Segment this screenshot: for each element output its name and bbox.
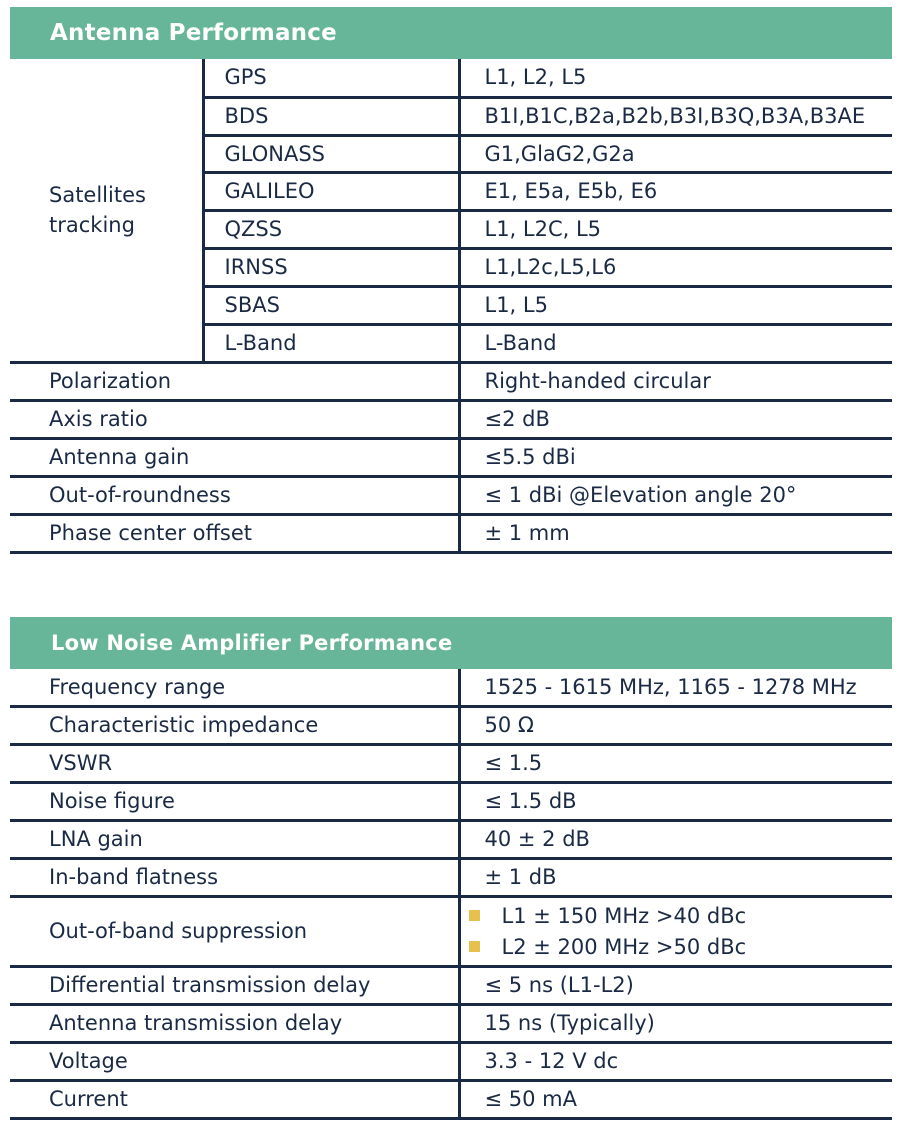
system-value: L-Band: [459, 324, 892, 362]
bullet-square-icon: [469, 910, 480, 921]
spec-value: ± 1 dB: [459, 858, 892, 896]
bullet-item: [461, 931, 893, 962]
spec-label: Differential transmission delay: [10, 966, 459, 1004]
spec-value: ≤ 5 ns (L1-L2): [459, 966, 892, 1004]
spec-label: Phase center offset: [10, 514, 459, 552]
table-row: [10, 59, 892, 97]
bullet-square-icon: [469, 941, 480, 952]
table-row: [10, 400, 892, 438]
satellites-label-line2: tracking: [49, 212, 135, 237]
system-name: IRNSS: [203, 248, 459, 286]
satellites-label-line1: Satellites: [49, 182, 146, 207]
system-value: G1,GlaG2,G2a: [459, 135, 892, 172]
system-name: GALILEO: [203, 172, 459, 210]
antenna-table: [10, 59, 892, 554]
table-row: [10, 438, 892, 476]
system-value: L1, L2, L5: [459, 59, 892, 97]
spec-label: Axis ratio: [10, 400, 459, 438]
spec-value-bullets: [459, 896, 892, 966]
spec-value: ≤ 1.5 dB: [459, 782, 892, 820]
table-row: [10, 820, 892, 858]
spec-value: 15 ns (Typically): [459, 1004, 892, 1042]
spec-label: Antenna gain: [10, 438, 459, 476]
system-value: E1, E5a, E5b, E6: [459, 172, 892, 210]
table-row: [10, 744, 892, 782]
table-row: [10, 476, 892, 514]
system-value: L1, L5: [459, 286, 892, 324]
satellites-tracking-label: [10, 59, 203, 362]
table-row: [10, 514, 892, 552]
table-row: [10, 706, 892, 744]
table-row: [10, 362, 892, 400]
spec-label: Current: [10, 1080, 459, 1118]
spec-value: Right-handed circular: [459, 362, 892, 400]
system-name: SBAS: [203, 286, 459, 324]
system-name: GPS: [203, 59, 459, 97]
table-row: [10, 966, 892, 1004]
spec-value: ≤ 1.5: [459, 744, 892, 782]
spec-value: ≤5.5 dBi: [459, 438, 892, 476]
bullet-text: L2 ± 200 MHz >50 dBc: [501, 934, 747, 959]
spec-label: Out-of-band suppression: [10, 896, 459, 966]
antenna-performance-section: [10, 7, 892, 554]
spec-label: Voltage: [10, 1042, 459, 1080]
spec-value: 3.3 - 12 V dc: [459, 1042, 892, 1080]
spec-label: Noise figure: [10, 782, 459, 820]
spec-value: ± 1 mm: [459, 514, 892, 552]
system-name: QZSS: [203, 210, 459, 248]
spec-value: ≤2 dB: [459, 400, 892, 438]
spec-label: Antenna transmission delay: [10, 1004, 459, 1042]
table-row: [10, 1042, 892, 1080]
system-value: L1,L2c,L5,L6: [459, 248, 892, 286]
system-name: L-Band: [203, 324, 459, 362]
spec-value: ≤ 50 mA: [459, 1080, 892, 1118]
spec-label: Polarization: [10, 362, 459, 400]
spec-value: 40 ± 2 dB: [459, 820, 892, 858]
spec-label: Frequency range: [10, 669, 459, 706]
system-name: GLONASS: [203, 135, 459, 172]
spec-label: Characteristic impedance: [10, 706, 459, 744]
table-row: [10, 1004, 892, 1042]
spec-value: 1525 - 1615 MHz, 1165 - 1278 MHz: [459, 669, 892, 706]
bullet-text: L1 ± 150 MHz >40 dBc: [501, 903, 747, 928]
antenna-performance-header: Antenna Performance: [10, 7, 892, 59]
table-row: [10, 858, 892, 896]
system-value: L1, L2C, L5: [459, 210, 892, 248]
spec-label: In-band flatness: [10, 858, 459, 896]
bullet-item: [461, 900, 893, 931]
spec-label: VSWR: [10, 744, 459, 782]
table-row: [10, 669, 892, 706]
table-row: [10, 782, 892, 820]
table-row: [10, 1080, 892, 1118]
spec-value: 50 Ω: [459, 706, 892, 744]
table-row: [10, 896, 892, 966]
lna-performance-header: Low Noise Amplifier Performance: [10, 617, 892, 669]
spec-value: ≤ 1 dBi @Elevation angle 20°: [459, 476, 892, 514]
spec-label: Out-of-roundness: [10, 476, 459, 514]
spec-label: LNA gain: [10, 820, 459, 858]
lna-performance-section: [10, 617, 892, 1120]
system-value: B1I,B1C,B2a,B2b,B3I,B3Q,B3A,B3AE: [459, 97, 892, 135]
system-name: BDS: [203, 97, 459, 135]
lna-table: [10, 669, 892, 1120]
